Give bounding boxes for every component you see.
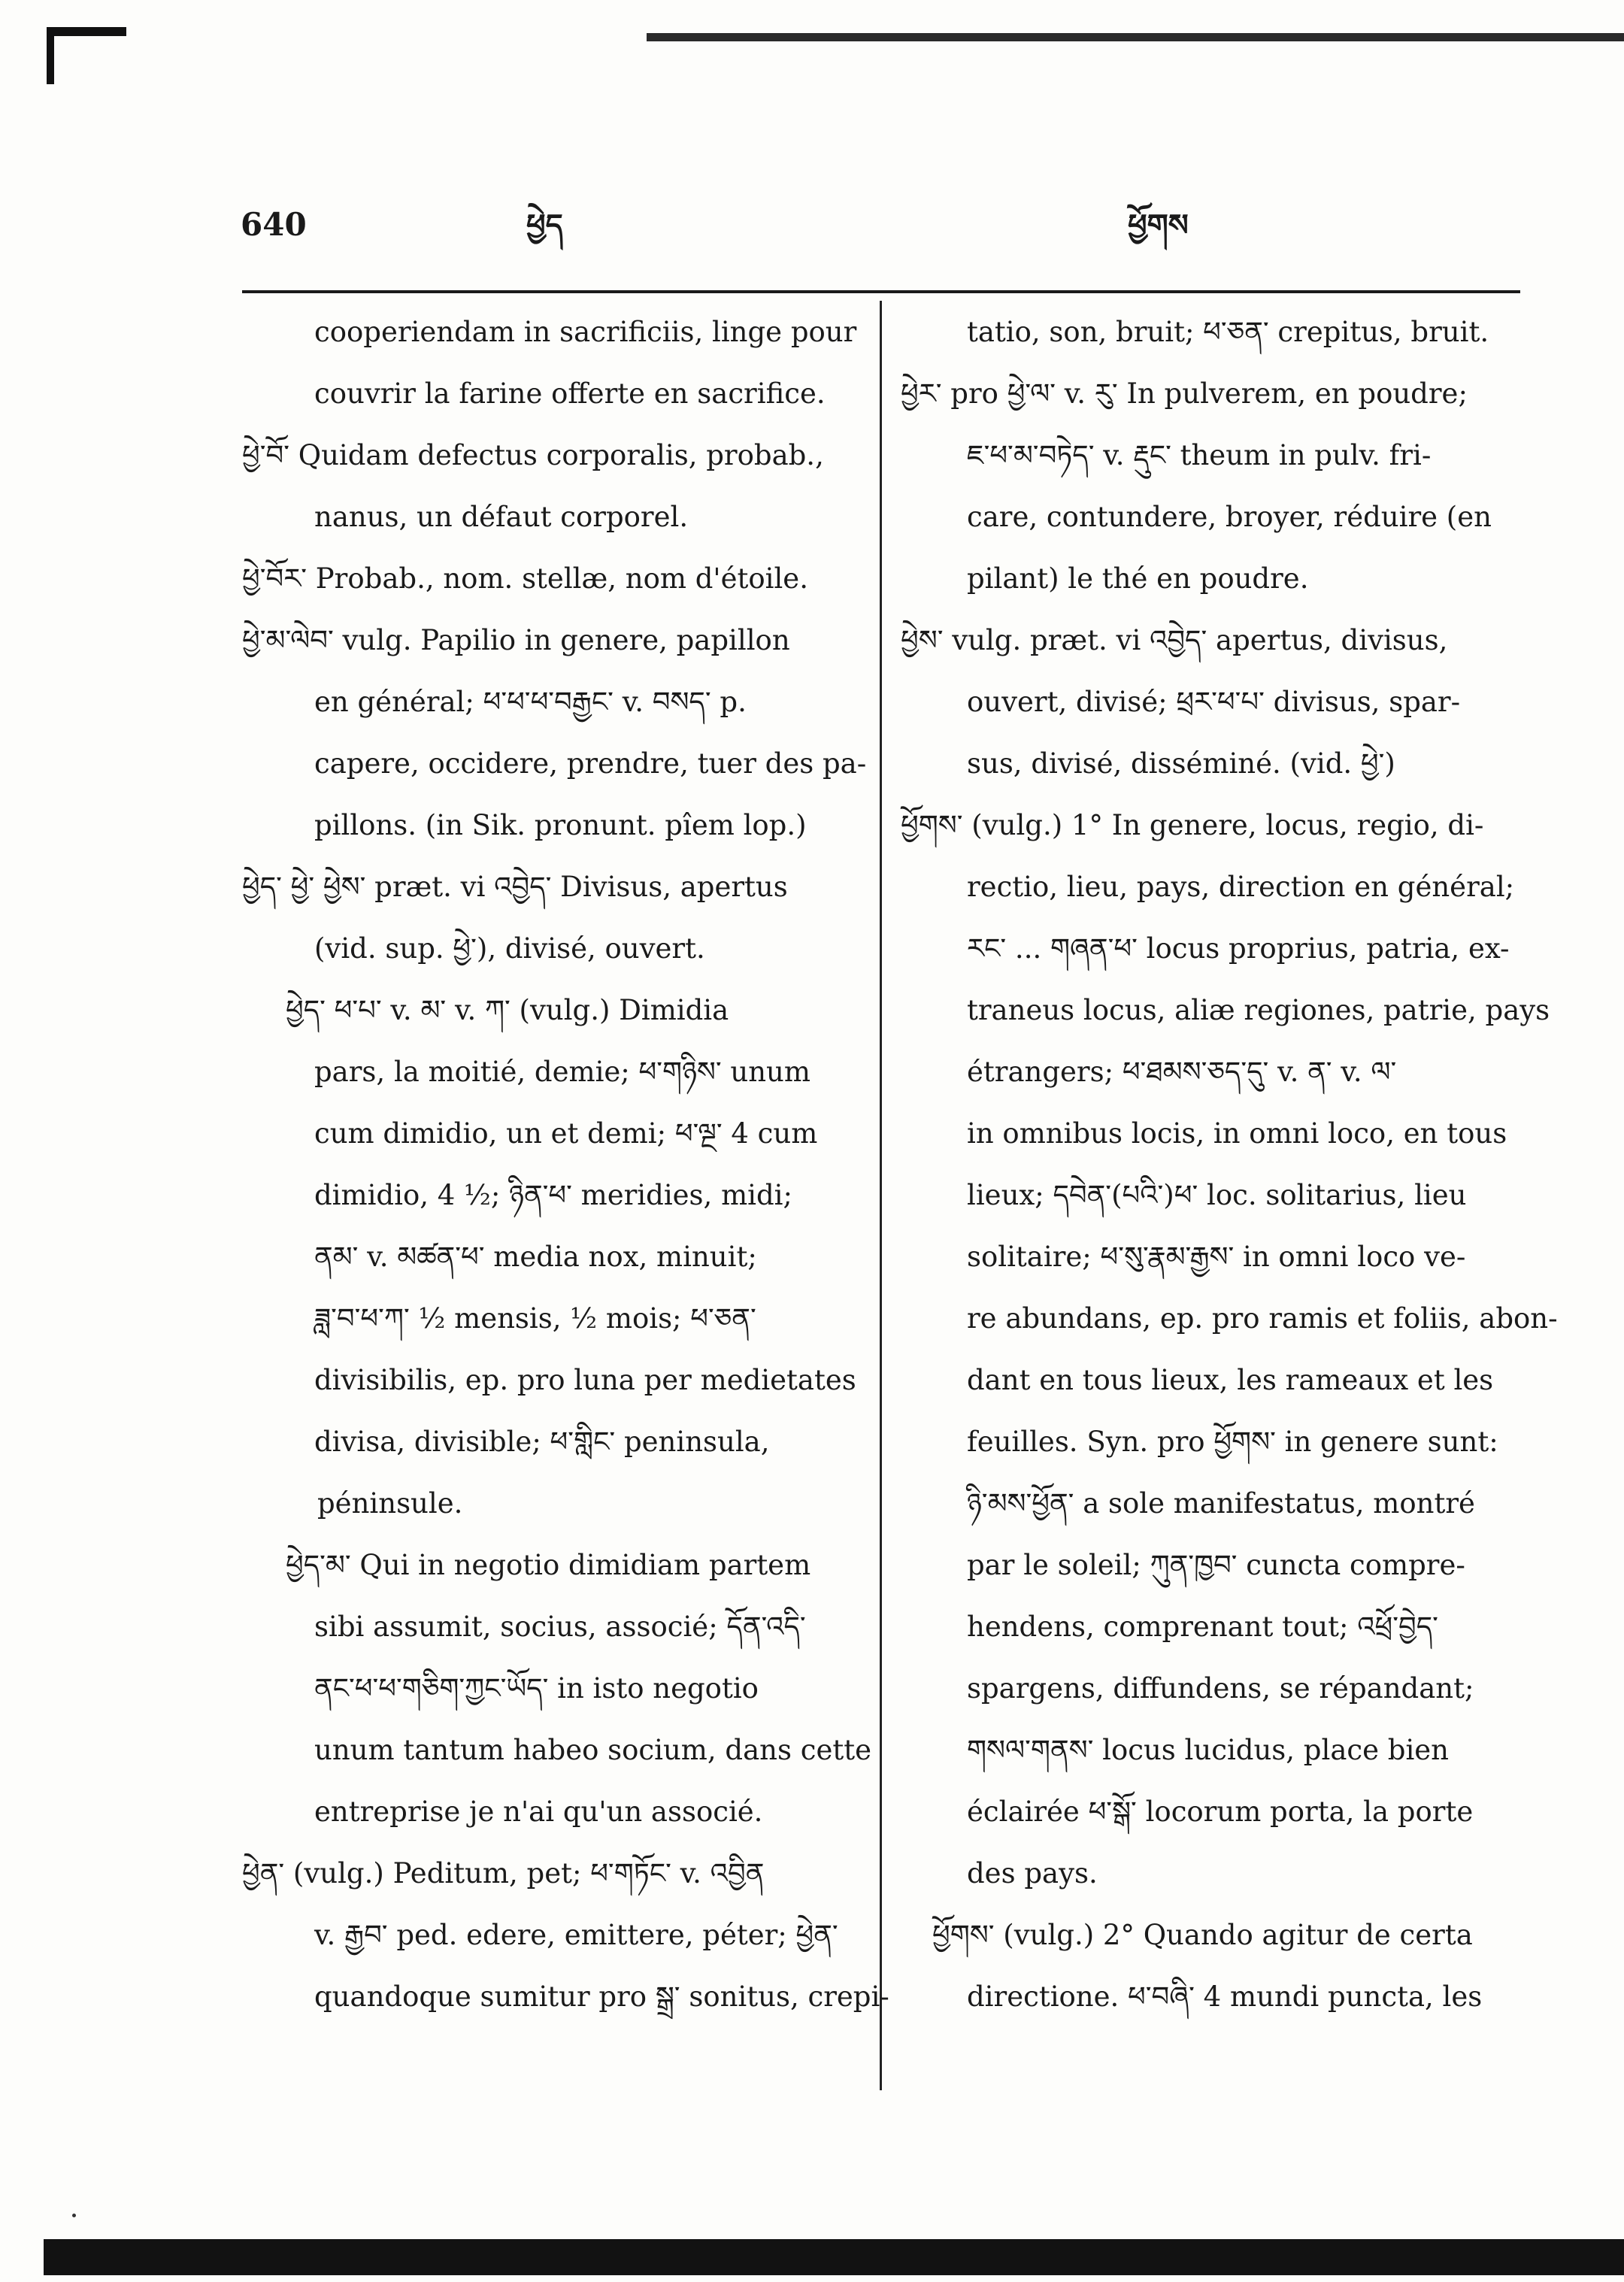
text-line: ཇ་ཕ་མ་བཏེད་ v. རྡུང་ theum in pulv. fri- [967, 439, 1432, 471]
text-line: pillons. (in Sik. pronunt. pîem lop.) [314, 809, 807, 841]
text-line: unum tantum habeo socium, dans cette [314, 1734, 871, 1766]
text-line: ཕྱོགས་ (vulg.) 1° In genere, locus, regio, di- [901, 809, 1484, 841]
text-line: couvrir la farine offerte en sacrifice. [314, 377, 826, 410]
text-line: ཕྱེ་མ་ལེབ་ vulg. Papilio in genere, papillon [242, 624, 790, 656]
text-line: hendens, comprenant tout; འཕྲོ་བྱེད་ [967, 1611, 1438, 1643]
text-line: rectio, lieu, pays, direction en général; [967, 871, 1515, 903]
text-line: pilant) le thé en poudre. [967, 562, 1309, 595]
header-rule [242, 290, 1520, 293]
text-line: ཕྱེན་ (vulg.) Peditum, pet; ཕ་གཏོང་ v. འབྱིན [242, 1857, 765, 1890]
text-line: quandoque sumitur pro སྒྲ་ sonitus, crepi- [314, 1980, 889, 2013]
text-line: ནང་ཕ་ཕ་གཅིག་ཀྱང་ཡོད་ in isto negotio [314, 1672, 759, 1705]
text-line: lieux; དབེན་(པའི་)ཕ་ loc. solitarius, lieu [967, 1179, 1467, 1211]
text-line: ouvert, divisé; ཕྲར་ཕ་པ་ divisus, spar- [967, 686, 1461, 718]
top-edge-rule [647, 33, 1624, 41]
text-line: care, contundere, broyer, réduire (en [967, 501, 1492, 533]
text-line: pars, la moitié, demie; ཕ་གཉིས་ unum [314, 1056, 810, 1088]
text-line: solitaire; ཕ་སུ་རྣམ་རྒྱས་ in omni loco ve- [967, 1241, 1466, 1273]
text-line: divisa, divisible; ཕ་གླིང་ peninsula, [314, 1426, 770, 1458]
text-line: divisibilis, ep. pro luna per medietates [314, 1364, 856, 1396]
text-line: in omnibus locis, in omni loco, en tous [967, 1117, 1507, 1150]
text-line: traneus locus, aliæ regiones, patrie, pays [967, 994, 1550, 1026]
text-line: རང་ ... གཞན་ཕ་ locus proprius, patria, ex- [967, 932, 1510, 965]
column-divider [880, 301, 882, 2090]
text-line: (vid. sup. ཕྱེ་), divisé, ouvert. [314, 932, 705, 965]
text-line: dant en tous lieux, les rameaux et les [967, 1364, 1494, 1396]
text-line: nanus, un défaut corporel. [314, 501, 689, 533]
text-line: ཕྱོགས་ (vulg.) 2° Quando agitur de certa [932, 1919, 1473, 1951]
text-line: གསལ་གནས་ locus lucidus, place bien [967, 1734, 1450, 1766]
text-line: spargens, diffundens, se répandant; [967, 1672, 1474, 1705]
text-line: ཕྱེར་ pro ཕྱེ་ལ་ v. རུ་ In pulverem, en poudre; [901, 377, 1468, 410]
text-line: directione. ཕ་བཞི་ 4 mundi puncta, les [967, 1980, 1483, 2013]
text-line: v. རྒྱབ་ ped. edere, emittere, péter; ཕྱེན་ [314, 1919, 838, 1951]
corner-mark [47, 27, 126, 84]
text-line: ཕྱེས་ vulg. præt. vi འབྱེད་ apertus, divisus, [901, 624, 1448, 656]
text-line: par le soleil; ཀུན་ཁྱབ་ cuncta compre- [967, 1549, 1465, 1581]
text-line: ཕྱེ་བོར་ Probab., nom. stellæ, nom d'étoile. [242, 562, 808, 595]
text-line: ཟླ་བ་ཕ་ཀ་ ½ mensis, ½ mois; ཕ་ཅན་ [314, 1302, 756, 1335]
header-right-word: ཕྱོགས [1128, 208, 1189, 243]
text-line: dimidio, 4 ½; ཉིན་ཕ་ meridies, midi; [314, 1179, 792, 1211]
text-line: re abundans, ep. pro ramis et foliis, abon- [967, 1302, 1558, 1335]
page-number: 640 [241, 206, 307, 243]
scan-speck [72, 2214, 76, 2217]
bottom-scan-band [44, 2239, 1624, 2275]
text-line: sibi assumit, socius, associé; དོན་འདི་ [314, 1611, 806, 1643]
text-line: des pays. [967, 1857, 1098, 1890]
text-line: ཕྱེད་མ་ Qui in negotio dimidiam partem [286, 1549, 811, 1581]
text-line: ཕྱེ་བོ་ Quidam defectus corporalis, probab., [242, 439, 824, 471]
text-line: capere, occidere, prendre, tuer des pa- [314, 747, 867, 780]
text-line: cooperiendam in sacrificiis, linge pour [314, 316, 857, 348]
text-line: en général; ཕ་ཕ་ཕ་བརྒྱང་ v. བསད་ p. [314, 686, 747, 718]
header-left-word: ཕྱེད [526, 208, 563, 243]
text-line: éclairée ཕ་སྒོ་ locorum porta, la porte [967, 1796, 1474, 1828]
text-line: étrangers; ཕ་ཐམས་ཅད་དུ་ v. ན་ v. ལ་ [967, 1056, 1397, 1088]
text-line: ཉི་མས་ཕྱོན་ a sole manifestatus, montré [967, 1487, 1475, 1520]
text-line: sus, divisé, disséminé. (vid. ཕྱེ་) [967, 747, 1395, 780]
text-line: ནམ་ v. མཚན་ཕ་ media nox, minuit; [314, 1241, 757, 1273]
text-line: cum dimidio, un et demi; ཕ་ལྔ་ 4 cum [314, 1117, 818, 1150]
text-line: ཕྱེད་ ཕྱེ་ ཕྱེས་ præt. vi འབྱེད་ Divisus, apertus [242, 871, 788, 903]
text-line: tatio, son, bruit; ཕ་ཅན་ crepitus, bruit. [967, 316, 1489, 348]
text-line: ཕྱེད་ ཕ་པ་ v. མ་ v. ཀ་ (vulg.) Dimidia [286, 994, 729, 1026]
text-line: entreprise je n'ai qu'un associé. [314, 1796, 763, 1828]
text-line: feuilles. Syn. pro ཕྱོགས་ in genere sunt: [967, 1426, 1498, 1458]
text-line: péninsule. [317, 1487, 463, 1520]
